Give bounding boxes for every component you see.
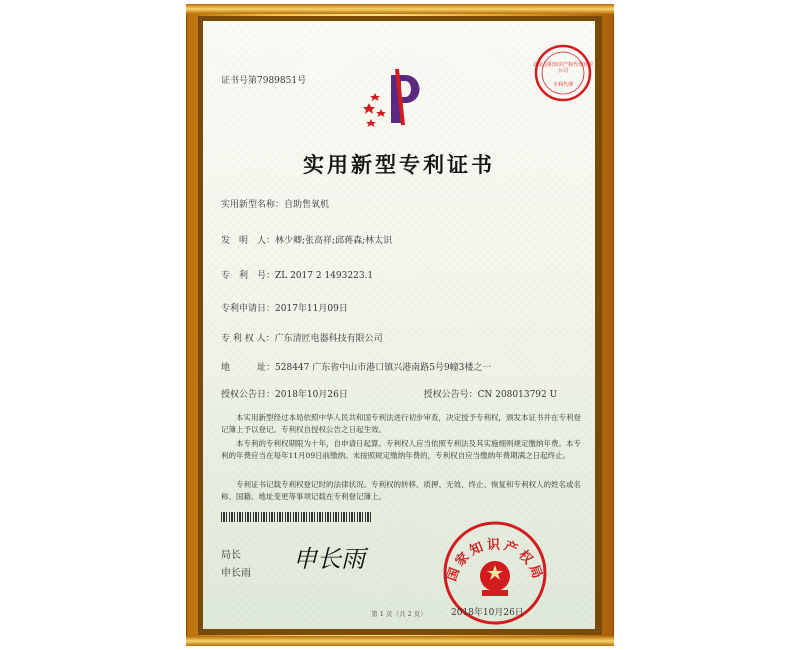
- agency-seal-sub: 专利代理: [552, 82, 573, 88]
- agency-seal-text: 北京信和知识产权代理有限公司: [533, 62, 594, 74]
- grant-no: CN 208013792 U: [477, 390, 558, 400]
- field-value: 2017年11月09日: [275, 304, 348, 314]
- field-label: 专 利 权 人：: [221, 334, 275, 344]
- grant-date: 2018年10月26日: [275, 390, 348, 400]
- field-inventors: [221, 233, 392, 246]
- certificate-number: 证书号第7989851号: [221, 76, 307, 86]
- field-value: 528447 广东省中山市港口镇兴港南路5号9幢3楼之一: [275, 363, 492, 373]
- grant-date-label: 授权公告日：: [221, 390, 276, 400]
- field-value: 林少卿;张高祥;邱蒋森;林太识: [275, 236, 393, 246]
- body-paragraph-2: 本专利的专利权期限为十年，自申请日起算。专利权人应当依照专利法及其实施细则规定缴纳年费。本专利的年费应当在每年11月09日前缴纳。未按照规定缴纳年费的，专利权自应当缴纳年费期满之日起终止。: [221, 439, 581, 460]
- field-patentee: [221, 331, 383, 344]
- body-paragraph-1: 本实用新型经过本局依照中华人民共和国专利法进行初步审查，决定授予专利权，颁发本证书并在专利登记簿上予以登记。专利权自授权公告之日起生效。: [221, 413, 581, 434]
- frame-bottom-edge: [186, 636, 614, 646]
- field-label: 专 利 号：: [221, 271, 276, 281]
- seal-arc-text: 国家知识产权局: [444, 537, 546, 584]
- certificate-paper: [203, 21, 595, 629]
- field-label: 专利申请日：: [221, 304, 276, 314]
- patent-office-logo: [361, 59, 437, 135]
- field-value: ZL 2017 2 1493223.1: [275, 271, 374, 281]
- field-label: 地 址：: [221, 363, 276, 373]
- field-address: [221, 360, 491, 373]
- director-title: 局长: [221, 550, 241, 561]
- field-application-date: [221, 301, 348, 314]
- field-utility-model-name: [221, 197, 329, 210]
- page-footer: 第 1 页（共 2 页）: [371, 610, 427, 618]
- field-value: 自助售氧机: [284, 200, 330, 210]
- grant-no-label: 授权公告号：: [423, 390, 478, 400]
- director-name: 申长雨: [221, 568, 251, 579]
- barcode: [221, 512, 371, 522]
- director-signature: 申长雨: [293, 545, 365, 573]
- field-patent-number: [221, 268, 373, 281]
- field-label: 发 明 人：: [221, 236, 276, 246]
- seal-date: 2018年10月26日: [451, 608, 524, 618]
- frame-top-edge: [186, 4, 614, 14]
- field-label: 实用新型名称：: [221, 200, 285, 210]
- certificate-title: 实用新型专利证书: [303, 152, 495, 177]
- body-paragraph-3: 专利证书记载专利权登记时的法律状况。专利权的转移、质押、无效、终止、恢复和专利权人的姓名或名称、国籍、地址变更等事项记载在专利登记簿上。: [221, 480, 581, 501]
- agency-seal: [533, 43, 593, 107]
- field-value: 广东清匠电器科技有限公司: [274, 334, 383, 344]
- grant-info: [221, 387, 557, 400]
